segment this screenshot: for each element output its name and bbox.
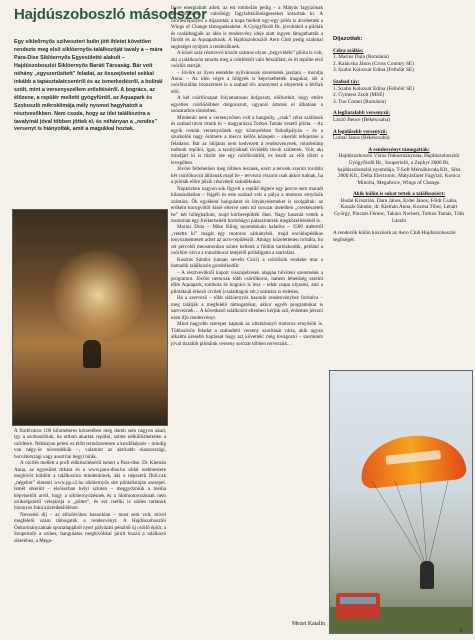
pilot-figure xyxy=(420,561,434,589)
paragraph: Marius Duta – Mike Kling nyomdokain haladva – 1500 méterről „vetette ki” magát egy motoros sárkányból, majd enciklopédikus lenyozmentetett adott az acro-repülésről. Amúgy közelettenen irritálta, hu ott percoldi meosmonban szinte kellenk a földön tartózkodók, például a csörlőre várva a tranzitkocsi tetejéről próbálgatta a startolást. xyxy=(171,224,323,257)
sidebar-line: 2. Gyimesi Zsolt (MSE) xyxy=(333,92,385,99)
paragraph: – A résztvevőktől kapott visszajelzések alapján bővíteni szeretnénk a programot. Jövőre nemcsak több csörlőkocsi, hanem lehetőség szerint több Aquapark, tombola és bogrács is lesz – tehát csapa olyasmi, ami a pilótáknál érkező civilek (családtagok stb.) számára is érdekes. xyxy=(171,269,323,295)
paragraph: Kasztás Sándor (unnan seveln Csici) a csörlősök rendeke mar a hamadik találkozón gondolkodik: xyxy=(171,256,323,270)
paragraph: Napközben nagyon sok figyelt a repülő légtere egy percre sem maradt kihasználatlan – fejgéll és este szabad volt a pálya a motoros ernyősök számára. Ők egyéként hangulatot és látványelemeket is szolgáltak: az erőként korogvőtől kissé elterve nem túl sorozat útetelben „cserkészétek be” két hőlégballont, majd körberepülték őket. Nagy hasznát vették a motornak egy freikernedéti hortobágyi palaszíntezek megközelítésénél is. xyxy=(171,185,323,224)
author-signature: Mezei Katalin xyxy=(292,621,325,627)
sidebar-category: Akik külön is sokat tettek a találkozóért: xyxy=(352,191,446,198)
sidebar-line: Hajdúszoboszló Város Önkormányzata, Hajdúszoboszlói Gyógyfürdő Rt., Szuperinfó, a Zephyr 2000 Bt, hajdúszoboszlói nyomdája, T-Soft Mérnökiroda Kft., Siba 2000 Kft., Delta Electronic, Mátyásfarer Fagyizó, Konica Minolta, Megaforce, Wings of Change. xyxy=(337,153,461,186)
lead-paragraph: Egy sikleőrnyős szilveszteri bulin jött ihletet követően rendezte meg első siklóernyős-találkozóját tavaly a – mára Para-Dise Siklóernyős Egyesületté alakult – Hajdúszoboszlói Siklóernyős Baráti Társaság. Bár volt néhány „egyszerűsített” feladat, az összejövetel sekkal inkább a tapasztalatcseréről és az ismerkedésről, a bulinál szólt, mint a versenyszellem erősítéséről. A bogrács, az élőzene, a repülér melletti gyógyfürdő, az Aquapark és Szoboszló mikroklímája mély nyomot hagyhatott a résztvevőkben. Nem csoda, hogy az idei találkozóra a tavalyinál jóval többen jöttek el, és néhányan a „rendes” versenyt is hiányolták, amit a magukkal hoztak. xyxy=(14,39,163,133)
sidebar-header: Díjazottak: xyxy=(333,36,363,42)
pilot-silhouette xyxy=(83,340,101,368)
wing-logo xyxy=(385,450,441,465)
article-title: Hajdúszoboszló másodszor xyxy=(14,6,207,23)
paragraph: Nevezési díj – az előzőévihez hasonlóan – most sem volt, mivel megfelelő szám támogatók a rendezvényt. A Hajdúszoboszlói Önkormányzatnak sportalapjából nyert pályázati pénzből új csörlő épült, a Szuperinfó a színes, hangulatos meghívókkal járult hozzá a találkozó sikeréhez, a Mega- xyxy=(14,511,166,544)
orange-paraglider-photo xyxy=(329,370,473,634)
sidebar-category: A rendezvényt támogatták: xyxy=(368,146,430,153)
paragraph: Ha a szervező – több siklóernyős hasonló rendezvényhez fordulva – meg találják a megfelelő támogatókat, akkor egyéb programokat is szerveznek… A következő találkozót ellenben kérjük sző, érdemes jelezni ezen ifjú rendezvényt. xyxy=(171,295,323,321)
sidebar-line: 1. Szabó Kolozsár Edina (Felhőút SE) xyxy=(333,85,414,92)
results-sidebar xyxy=(333,36,465,366)
bus-window xyxy=(340,597,376,604)
sidebar-line: 1. Marius Duta (Románia) xyxy=(333,54,389,61)
sidebar-category: Szabad táv: xyxy=(333,78,360,85)
sidebar-category: A legfiatalabb versenyző: xyxy=(333,110,391,117)
middle-column-text xyxy=(171,5,323,613)
sidebar-line: Lontai János (Békéscsaba) xyxy=(333,135,390,142)
sidebar-category: A legidősebb versenyző: xyxy=(333,128,388,135)
paragraph: A két csörlőcsapat folyamatosan dolgozott, előfordult, hogy ettőre egyetlen csörlődöbbet dolgorozott, ugyanis ártotok el álhatóan a szózatarbos tömörben. xyxy=(171,95,323,115)
sidebar-line: Budai Krisztián, Daru János, Erdei János, Földi Csaba, Kaszás Sándor, dr. Klemán Anna, Kozma Tibor, Lénárt György, Pinczés Ferenc, Takács Norbert, Torkos Tamás, Tóth László xyxy=(333,197,464,224)
sidebar-line: 2. Kalácska János (Cross Country SE) xyxy=(333,60,414,67)
paraglider-lines xyxy=(370,481,450,571)
paragraph: A fürdőváros 100 kilométeres körzetében még domb sem nagyon akad, így a szoboszlóiak, ha otthon akartak repülni, szinte nélkülözhetetlen a csörlésre. Néhányan pelesi ez előtt termőszeresen a kezdőképzés – mindig van négy-öt növendékük –, valamint az aktívabb olaszországi, horvátországi vagy ausztriai hegyi túrák. xyxy=(14,428,166,460)
paragraph: Mindenki nem a versenyzősen volt a hangsúly, „csak” célra szállások és szabad távot írtunk ki – magyarázza Torkos Tamás vezető pilóta. – Az egyik román versenyzőnek egy könnyebben futballpályán – és a szurkolók nagy örömére a meccs kellős közepén – sikerült lefejeznie a feladatot. Bár az időjárás nem kedvezett a rendezvénynek, mindenünp tudtunk repülni, igaz, a tavalyiaknál rövidebb távok születtek. Volt, aki mindjárt ki is tűzött ide egy csörlőcsörlőt, és kezdi az előt tölött a levegőben. xyxy=(171,114,323,166)
sunset-paraglider-photo xyxy=(12,209,168,426)
sidebar-category: Célra szállás: xyxy=(333,47,364,54)
page-number: 3 xyxy=(459,628,462,634)
left-column-text xyxy=(14,428,166,636)
sidebar-line: 3. Szabó Kolozsár Edina (Felhőút SE) xyxy=(333,67,414,74)
red-bus xyxy=(336,593,380,619)
paragraph: Mind nagyobb szerepet kapnak az ultrakönnyű motoros ernyősök is. Többszörös feladat a szabadtéri verseny szorítását várta, akik ugyan alkalmi üresebb hajtással hogy azt követték: még lovagozni – szerintem jóval tisztább pilótáink verseny sorozat többen tervezzük… xyxy=(171,321,323,347)
sidebar-thanks: A rendezők külön köszönik az Aero Club Hajdúszoboszló segítségét. xyxy=(333,230,456,243)
paragraph: force energiaitalt adott, az est tombolán pedig – a Mátyás fagyizónak köszönhetően – valódiúgy fagylaltkülönlegesseket sorsoltak ki. A csörlésrepülyen a díjazottak a kapa mellett egy-egy pólót is átvehettek a Wings of Change támogatásaként. A Gyógyfürdő Rt. jóvoltából a pilóták és családtagjaik az idén is rendezvény ideje alatt ingyen látogathatták a fürdőt és az Aquaparknak. A Hajdúszoboszlói Aero Club pedig szakmai segítséget nyújtott a rendezőknek. xyxy=(171,5,323,50)
sidebar-line: Laczó Bence (Békéscsaba) xyxy=(333,116,391,123)
paragraph: A csörlés mellett a profi előkészítéséről ismert a Para-dise. Dr. Klemán Anna, az egyesület titkára és a www.para-dise.hu oldal webmestere meghívót küldött a találkozóra mindenkinek, aki a népszerű ffoli.cak „négeliot” elmenti www.pp.c2.hu siklóernyős site pilótalistáján szerepel. Ismét sikerült – elsősorban helyi szinten – meggyőzniük a média képviselőit arról, hogy a siklóernyőzésnek és a hímmotorozásnak nem szükségszerű velejárója a „pöttet”, és ezt csellki is széles tartanuk bizonyos fokú közérdeklődésre. xyxy=(14,460,166,512)
paragraph: – Jövőre az ilyen esetekbe nyilvánosak szeretnénk javítani – mondja Anna. – Az idén végre a hölgyek is képviseltették magukat, sőt a csörlőszállás bronzérmét is a szabad tőv anonymet a elnyerték a férfiak elől. xyxy=(171,69,323,95)
paragraph: Jövőre feltehetően még többen lesznek, ezért a terveik szerint további két csörlőkocsit állítanak majd be – tervezni viszont csak akkor tudnak, ha a pilóták előre jelzik részvételi szándékukat. xyxy=(171,166,323,186)
sun-glow xyxy=(53,250,143,340)
paragraph: A közel száz résztvevő között számos olyan „hegyvidéki” pilóta is volt, aki a találkozón tanulta meg a csörlésből való felszállást, és itt repülte első csörlős startját. xyxy=(171,50,323,70)
sidebar-line: 3. Tuu Comel (Románia) xyxy=(333,98,386,105)
